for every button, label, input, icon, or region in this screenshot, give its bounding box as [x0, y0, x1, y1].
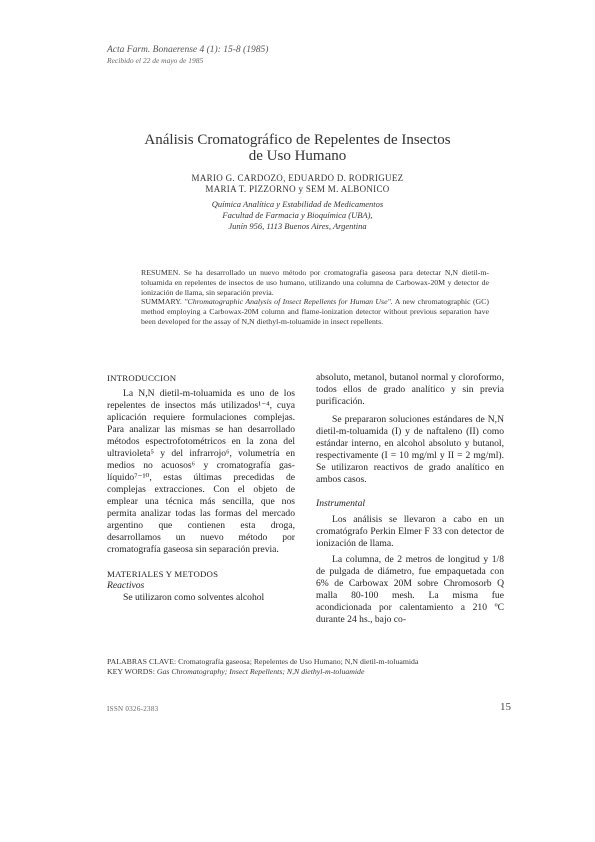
reactivos-paragraph: Se utilizaron como solventes alcohol [123, 592, 265, 603]
affiliation [100, 199, 495, 232]
resumen-paragraph [141, 268, 489, 297]
palabras-clave-text: Cromatografía gaseosa; Repelentes de Uso Humano; N,N dietil-m-toluamida [178, 657, 419, 666]
column-paragraph: La columna, de 2 metros de longitud y 1/8 de pulgada de diámetro, fue empaquetada con 6% de Carbowax 20M sobre Chromosorb Q malla 80-100 mesh. La misma fue acondicionada por calentamiento a 210 ºC durante 24 hs., bajo co- [316, 554, 504, 625]
abstract-block [141, 268, 489, 327]
palabras-clave-line [107, 657, 507, 667]
summary-label: SUMMARY. [141, 297, 182, 307]
authors-line-1: MARIO G. CARDOZO, EDUARDO D. RODRIGUEZ [191, 173, 404, 183]
affiliation-line-3: Junín 956, 1113 Buenos Aires, Argentina [228, 221, 367, 231]
resumen-text: Se ha desarrollado un nuevo método por cromatografía gaseosa para detectar N,N dietil-m-toluamida en repelentes de insectos de uso humano, utilizando una columna de Carbowax-20M y detector de ionización de llama, sin separación previa. [141, 268, 489, 297]
journal-citation: Acta Farm. Bonaerense 4 (1): 15-8 (1985) [107, 45, 269, 55]
title-line-1: Análisis Cromatográfico de Repelentes de Insectos [144, 132, 451, 148]
instrumental-heading: Instrumental [316, 498, 366, 509]
intro-paragraph: La N,N dietil-m-toluamida es uno de los repelentes de insectos más utilizados¹⁻⁴, cuya aplicación requiere formulaciones complejas. Para analizar las mismas se han desarrollado métodos espectrofotométricos en la zona del ultravioleta⁵ y del infrarrojo⁶, volumetría en medios no acuosos⁶ y cromatografía gas-líquido⁷⁻¹⁰, estas últimas precedidas de complejas extracciones. Con el objeto de emplear una técnica más sencilla, que nos permita analizar todas las formas del mercado argentino que contienen esta droga, desarrollamos un nuevo método por cromatografía gaseosa sin separación previa. [107, 388, 295, 555]
intro-heading: INTRODUCCION [107, 373, 177, 383]
summary-paragraph [141, 297, 489, 326]
key-words-label: KEY WORDS: [107, 667, 155, 676]
standards-paragraph: Se prepararon soluciones estándares de N,N dietil-m-toluamida (I) y de naftaleno (II) como estándar interno, en alcohol absoluto y butanol, respectivamente (I = 10 mg/ml y II = 2 mg/ml). Se utilizaron reactivos de grado analítico en ambos casos. [316, 414, 504, 485]
continuation-paragraph: absoluto, metanol, butanol normal y cloroformo, todos ellos de grado analítico y sin previa purificación. [316, 372, 504, 407]
palabras-clave-label: PALABRAS CLAVE: [107, 657, 177, 666]
author-list [100, 173, 495, 195]
keywords-block [107, 657, 507, 677]
affiliation-line-2: Facultad de Farmacia y Bioquímica (UBA), [222, 210, 373, 220]
summary-title: "Chromatographic Analysis of Insect Repellents for Human Use". [184, 297, 393, 307]
left-column [107, 372, 295, 604]
resumen-label: RESUMEN. [141, 268, 181, 277]
article-title [100, 132, 495, 164]
authors-line-2: MARIA T. PIZZORNO y SEM M. ALBONICO [205, 184, 390, 194]
summary-text: A new chromatographic (GC) method employing a Carbowax-20M column and flame-ionization detector without previous separation have been developed for the assay of N,N diethyl-m-toluamide in insect repellents. [141, 297, 489, 326]
title-line-2: de Uso Humano [248, 148, 347, 164]
page-number: 15 [500, 701, 511, 713]
right-column [316, 372, 504, 626]
key-words-line [107, 667, 507, 677]
instrumental-paragraph: Los análisis se llevaron a cabo en un cromatógrafo Perkin Elmer F 33 con detector de ionización de llama. [316, 514, 504, 549]
issn: ISSN 0326-2383 [107, 705, 159, 713]
reactivos-heading: Reactivos [107, 580, 145, 591]
affiliation-line-1: Química Analítica y Estabilidad de Medicamentos [211, 199, 384, 209]
key-words-text: Gas Chromatography; Insect Repellents; N,N diethyl-m-toluamide [156, 667, 365, 676]
methods-heading: MATERIALES Y METODOS [107, 569, 219, 579]
received-date: Recibido el 22 de mayo de 1985 [107, 56, 204, 65]
